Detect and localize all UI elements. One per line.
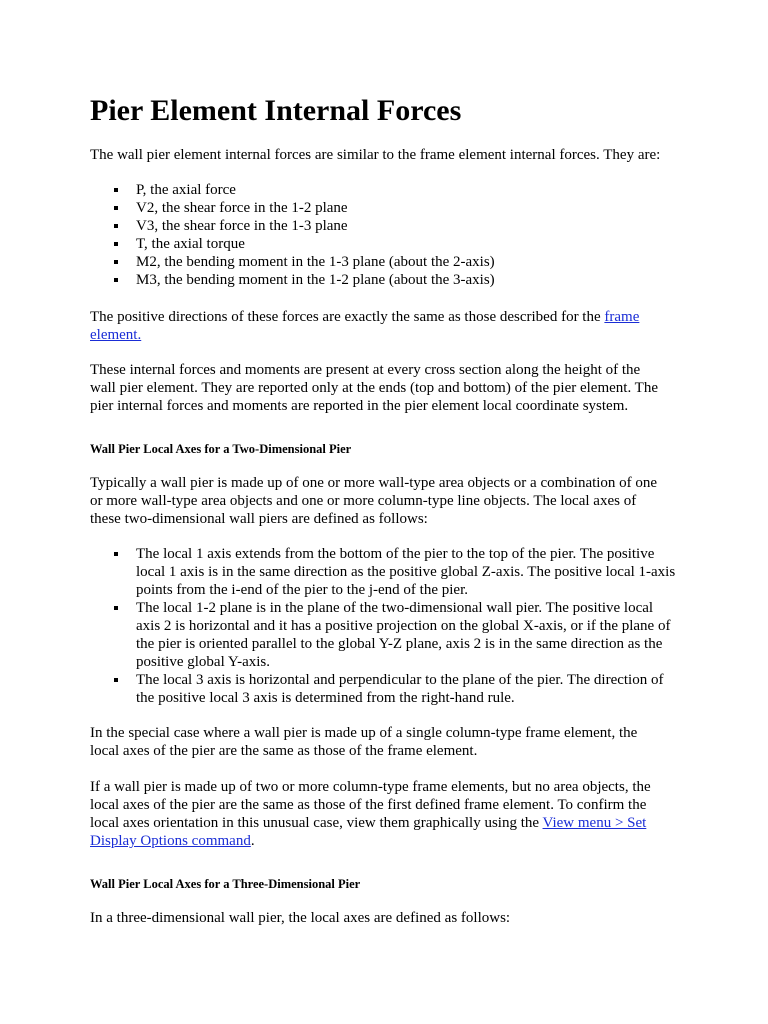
list-item: V3, the shear force in the 1-3 plane [90, 217, 680, 235]
page-title: Pier Element Internal Forces [90, 94, 462, 127]
bullet-icon [114, 552, 118, 556]
positive-directions-paragraph: The positive directions of these forces are exactly the same as those described for the frame element. [90, 309, 640, 343]
section-heading-2d: Wall Pier Local Axes for a Two-Dimensional Pier [90, 442, 352, 456]
list-item: M2, the bending moment in the 1-3 plane (about the 2-axis) [90, 253, 680, 271]
bullet-icon [114, 260, 118, 264]
two-or-more-paragraph: If a wall pier is made up of two or more column-type frame elements, but no area objects, the local axes of the pier are the same as those of the first defined frame element. To confirm the local axes orientation in this unusual case, view them graphically using the View menu > Set Display Options command. [90, 779, 651, 849]
section-heading-3d: Wall Pier Local Axes for a Three-Dimensional Pier [90, 877, 361, 891]
bullet-icon [114, 242, 118, 246]
forces-list [90, 181, 680, 289]
section-2d-intro: Typically a wall pier is made up of one or more wall-type area objects or a combination of one or more wall-type area objects and one or more column-type line objects. The local axes of these two-dimensional wall piers are defined as follows: [90, 475, 658, 527]
list-item: The local 1-2 plane is in the plane of the two-dimensional wall pier. The positive local axis 2 is horizontal and it has a positive projection on the global X-axis, or if the plane of the pier is oriented parallel to the global Y-Z plane, axis 2 is in the same direction as the positive global Y-axis. [90, 599, 680, 671]
list-item: V2, the shear force in the 1-2 plane [90, 199, 680, 217]
internal-forces-paragraph: These internal forces and moments are present at every cross section along the height of the wall pier element. They are reported only at the ends (top and bottom) of the pier element. The pier internal forces and moments are reported in the pier element local coordinate system. [90, 362, 659, 414]
section-3d-intro: In a three-dimensional wall pier, the local axes are defined as follows: [90, 910, 511, 926]
view-menu-link[interactable]: View menu > Set Display Options command [90, 815, 647, 849]
bullet-icon [114, 678, 118, 682]
bullet-icon [114, 206, 118, 210]
list-item: T, the axial torque [90, 235, 680, 253]
bullet-icon [114, 224, 118, 228]
intro-paragraph: The wall pier element internal forces are similar to the frame element internal forces. They are: [90, 147, 661, 163]
special-case-paragraph: In the special case where a wall pier is made up of a single column-type frame element, the local axes of the pier are the same as those of the frame element. [90, 725, 638, 759]
list-item: P, the axial force [90, 181, 680, 199]
bullet-icon [114, 188, 118, 192]
axes-2d-list [90, 545, 680, 707]
bullet-icon [114, 606, 118, 610]
frame-element-link[interactable]: frame element. [90, 309, 640, 343]
list-item: The local 1 axis extends from the bottom of the pier to the top of the pier. The positive local 1 axis is in the same direction as the positive global Z-axis. The positive local 1-axis points from the i-end of the pier to the j-end of the pier. [90, 545, 680, 599]
list-item: The local 3 axis is horizontal and perpendicular to the plane of the pier. The direction of the positive local 3 axis is determined from the right-hand rule. [90, 671, 680, 707]
bullet-icon [114, 278, 118, 282]
list-item: M3, the bending moment in the 1-2 plane (about the 3-axis) [90, 271, 680, 289]
